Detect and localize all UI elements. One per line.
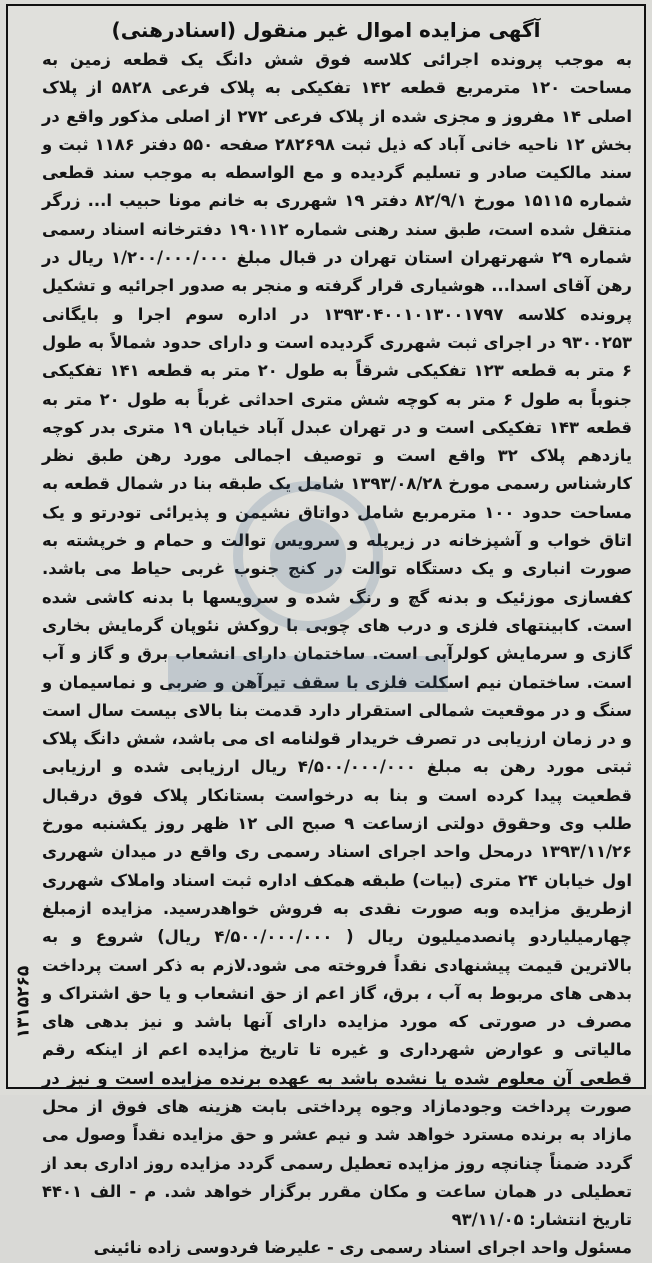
notice-paragraph-main: به موجب پرونده اجرائی کلاسه فوق شش دانگ یک قطعه زمین به مساحت ۱۲۰ مترمربع قطعه ۱۴۲ تفکیکی به پلاک فرعی ۵۸۲۸ از پلاک اصلی ۱۴ مفروز و مجزی شده از پلاک فرعی ۲۷۲ از اصلی مذکور واقع در بخش ۱۲ ناحیه خانی آباد که ذیل ثبت ۲۸۲۶۹۸ صفحه ۵۵۰ دفتر ۱۱۸۶ ثبت و سند مالکیت صادر و تسلیم گردیده و مع الواسطه به موجب سند قطعی شماره ۱۵۱۱۵ مورخ ۸۲/۹/۱ دفتر ۱۹ شهرری به خانم مونا حبیب ا... زرگر منتقل شده است، طبق سند رهنی شماره ۱۹۰۱۱۲ دفترخانه اسناد رسمی شماره ۲۹ شهرتهران استان تهران در قبال مبلغ ۱/۲۰۰/۰۰۰/۰۰۰ ریال در رهن آقای اسدا... هوشیاری قرار گرفته و منجر به صدور اجرائیه و تشکیل پرونده کلاسه ۱۳۹۳۰۴۰۰۱۰۱۳۰۰۱۷۹۷ در اداره سوم اجرا و بایگانی ۹۳۰۰۲۵۳ در اجرای ثبت شهرری گردیده است و دارای حدود شمالاً به طول ۶ متر به قطعه ۱۲۳ تفکیکی شرقاً به طول ۲۰ متر به قطعه ۱۴۱ تفکیکی جنوباً به طول ۶ متر به کوچه شش متری احداثی غرباً به طول ۲۰ متر به قطعه ۱۴۳ تفکیکی است و در تهران عبدل آباد خیابان ۱۹ متری بدر کوچه یازدهم پلاک ۳۲ واقع است و توصیف اجمالی مورد رهن طبق نظر کارشناس رسمی مورخ ۱۳۹۳/۰۸/۲۸ شامل یک طبقه بنا در شمال قطعه به مساحت حدود ۱۰۰ مترمربع شامل دواتاق نشیمن و پذیرائی تودرتو و یک اتاق خواب و آشپزخانه در زیرپله و سرویس توالت و حمام و خرپشته به صورت انباری و یک دستگاه توالت در کنج جنوب غربی حیاط می باشد. کفسازی موزئیک و بدنه گچ و رنگ شده و سرویسها با بدنه کاشی شده است. کابینتهای فلزی و درب های چوبی با روکش نئوپان گرمایش بخاری گازی و سرمایش کولرآبی است. ساختمان دارای انشعاب برق و گاز و آب است. ساختمان نیم اسکلت فلزی با سقف تیرآهن و ضربی و نماسیمان و سنگ و در موقعیت شمالی استقرار دارد قدمت بنا بالای بیست سال است و در زمان ارزیابی در تصرف خریدار قولنامه ای می باشد، شش دانگ پلاک ثبتی مورد رهن به مبلغ ۴/۵۰۰/۰۰۰/۰۰۰ ریال ارزیابی شده و ارزیابی قطعیت پیدا کرده است و بنا به درخواست بستانکار پلاک فوق درقبال طلب وی وحقوق دولتی ازساعت ۹ صبح الی ۱۲ ظهر روز یکشنبه مورخ ۱۳۹۳/۱۱/۲۶ درمحل واحد اجرای اسناد رسمی ری واقع در میدان شهرری اول خیابان ۲۴ متری (بیات) طبقه همکف اداره ثبت اسناد واملاک شهرری ازطریق مزایده وبه صورت نقدی به فروش خواهدرسید. مزایده ازمبلغ چهارمیلیاردو پانصدمیلیون ریال ( ۴/۵۰۰/۰۰۰/۰۰۰ ریال) شروع و به بالاترین قیمت پیشنهادی نقداً فروخته می شود.لازم به ذکر است پرداخت بدهی های مربوط به آب ، برق، گاز اعم از حق انشعاب و یا حق اشتراک و مصرف در صورتی که مورد مزایده دارای آنها باشد و نیز بدهی های مالیاتی و عوارض شهرداری و غیره تا تاریخ مزایده اعم از اینکه رقم قطعی آن معلوم شده یا نشده باشد به عهده برنده مزایده است و نیز در صورت پرداخت وجودمازاد وجوه پرداختی بابت هزینه های فوق از محل مازاد به برنده مسترد خواهد شد و نیم عشر و حق مزایده نقداً وصول می گردد ضمناً چنانچه روز مزایده تعطیل رسمی گردد مزایده روز اداری بعد از تعطیلی در همان ساعت و مکان مقرر برگزار خواهد شد. م - الف ۴۴۰۱ تاریخ انتشار: ۹۳/۱۱/۰۵ <box>42 50 633 1230</box>
notice-title: آگهی مزایده اموال غیر منقول (اسنادرهنی) <box>111 18 541 42</box>
notice-body <box>42 46 633 1258</box>
notice-frame <box>6 4 646 1258</box>
side-reference-code <box>8 917 38 1087</box>
notice-signature: مسئول واحد اجرای اسناد رسمی ری - علیرضا فردوسی زاده نائینی <box>93 1238 632 1258</box>
side-reference-code-text: ۱۳۱۵۲۶۵ <box>12 965 33 1039</box>
